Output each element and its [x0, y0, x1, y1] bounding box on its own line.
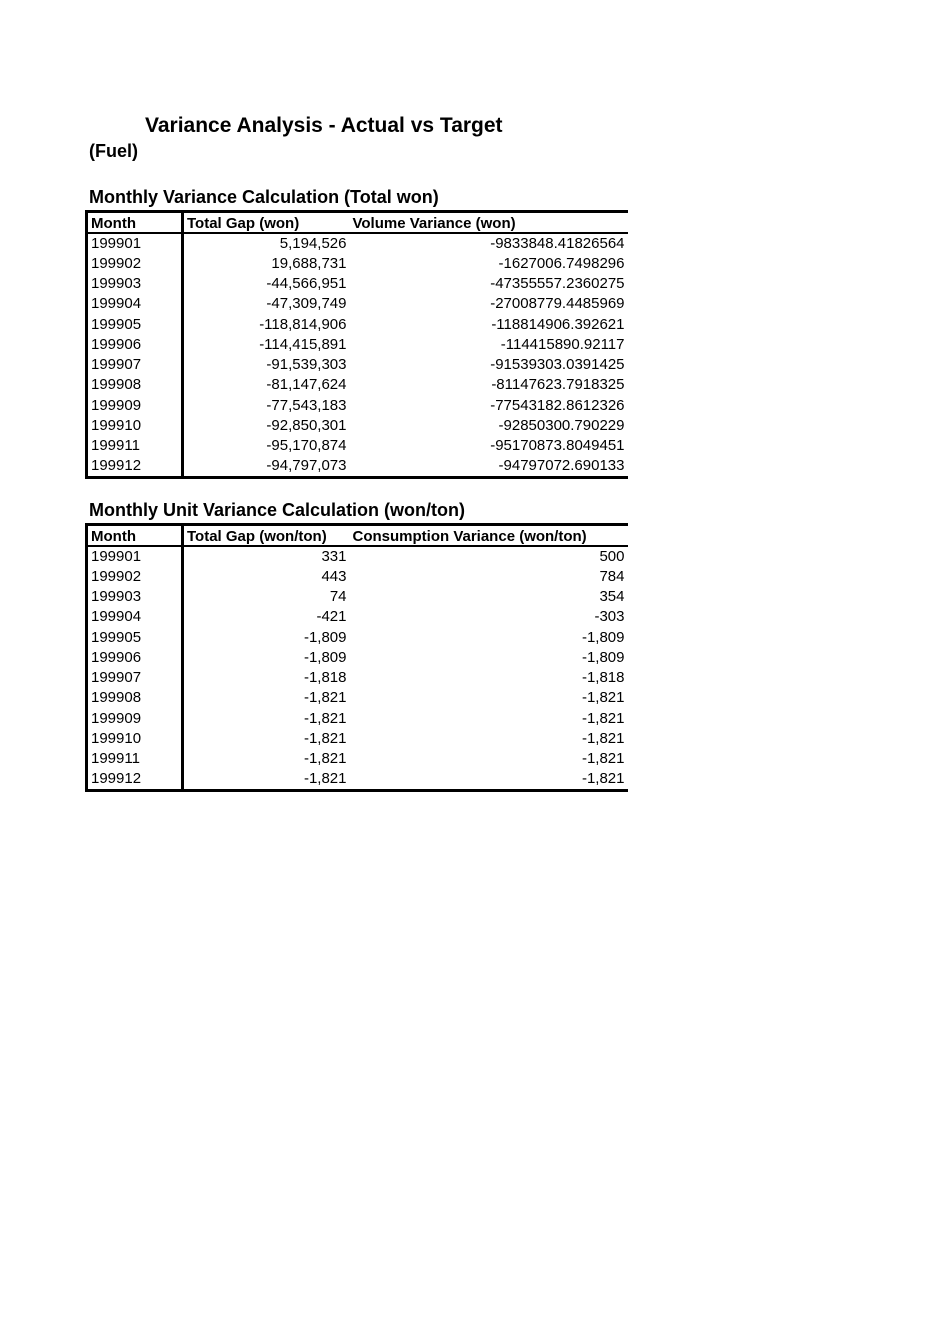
cell-variance: -303 — [594, 608, 625, 626]
cell-total-gap: -118,814,906 — [259, 315, 347, 333]
cell-total-gap: -1,821 — [303, 689, 347, 707]
cell-variance: -1,821 — [581, 730, 625, 748]
table-row — [87, 436, 628, 456]
cell-variance: 354 — [599, 587, 625, 605]
cell-month: 199907 — [87, 355, 183, 375]
table-row — [87, 587, 628, 607]
cell-month: 199907 — [87, 668, 183, 688]
cell-total-gap: -1,821 — [183, 769, 350, 791]
cell-month: 199909 — [87, 709, 183, 729]
table-row — [87, 749, 628, 769]
page-title: Variance Analysis - Actual vs Target — [145, 114, 503, 137]
cell-total-gap: 19,688,731 — [271, 254, 347, 272]
cell-variance: -1,809 — [581, 628, 625, 646]
cell-total-gap: -1,818 — [303, 669, 347, 687]
cell-total-gap: 5,194,526 — [279, 234, 347, 252]
cell-variance: -1,821 — [581, 750, 625, 768]
table-row — [87, 254, 628, 274]
table-row — [87, 456, 628, 478]
cell-variance: -94797072.690133 — [350, 456, 628, 478]
table-row — [87, 314, 628, 334]
cell-total-gap: -95,170,874 — [266, 437, 347, 455]
cell-total-gap: -114,415,891 — [259, 335, 347, 353]
cell-variance: -1,821 — [581, 709, 625, 727]
cell-variance: -1,821 — [350, 769, 628, 791]
column-header-total-gap: Total Gap (won/ton) — [183, 525, 350, 546]
cell-variance: -118814906.392621 — [491, 315, 625, 333]
cell-month: 199906 — [87, 648, 183, 668]
cell-variance: 784 — [599, 567, 625, 585]
cell-month: 199904 — [87, 294, 183, 314]
table-row — [87, 668, 628, 688]
unit-variance-table — [85, 523, 628, 792]
table-row — [87, 335, 628, 355]
cell-month: 199911 — [87, 436, 183, 456]
table-row — [87, 396, 628, 416]
cell-total-gap: -421 — [316, 608, 347, 626]
cell-variance: -47355557.2360275 — [490, 274, 625, 292]
cell-total-gap: -47,309,749 — [266, 295, 347, 313]
cell-variance: 500 — [599, 547, 625, 565]
column-header-consumption-variance: Consumption Variance (won/ton) — [350, 525, 628, 546]
table-row — [87, 648, 628, 668]
cell-variance: -91539303.0391425 — [490, 356, 625, 374]
cell-total-gap: -91,539,303 — [266, 356, 347, 374]
page-subtitle: (Fuel) — [89, 141, 138, 161]
cell-total-gap: 74 — [329, 587, 347, 605]
cell-variance: -9833848.41826564 — [490, 234, 625, 252]
column-header-month: Month — [87, 525, 183, 546]
cell-variance: -95170873.8049451 — [490, 437, 625, 455]
cell-month: 199908 — [87, 375, 183, 395]
cell-variance: -92850300.790229 — [498, 417, 625, 435]
unit-variance-heading: Monthly Unit Variance Calculation (won/ton) — [89, 500, 466, 520]
table-row — [87, 769, 628, 791]
total-variance-heading: Monthly Variance Calculation (Total won) — [89, 187, 439, 207]
cell-month: 199911 — [87, 749, 183, 769]
table-row — [87, 709, 628, 729]
cell-total-gap: -44,566,951 — [266, 274, 347, 292]
table-row — [87, 355, 628, 375]
cell-variance: -1,821 — [581, 689, 625, 707]
cell-total-gap: -1,821 — [303, 730, 347, 748]
cell-month: 199905 — [87, 627, 183, 647]
cell-total-gap: 443 — [321, 567, 347, 585]
column-header-total-gap: Total Gap (won) — [183, 212, 350, 233]
cell-total-gap: -94,797,073 — [183, 456, 350, 478]
cell-variance: -1627006.7498296 — [498, 254, 625, 272]
cell-variance: -1,818 — [581, 669, 625, 687]
cell-total-gap: -92,850,301 — [266, 417, 347, 435]
cell-month: 199906 — [87, 335, 183, 355]
total-variance-table — [85, 210, 628, 479]
cell-total-gap: -1,821 — [303, 750, 347, 768]
cell-variance: -114415890.92117 — [500, 335, 625, 353]
table-row — [87, 546, 628, 567]
column-header-month: Month — [87, 212, 183, 233]
table-row — [87, 274, 628, 294]
cell-month: 199901 — [87, 233, 183, 254]
cell-total-gap: 331 — [321, 547, 347, 565]
table-header-row — [87, 525, 628, 546]
table-row — [87, 416, 628, 436]
cell-variance: -77543182.8612326 — [490, 396, 625, 414]
cell-total-gap: -1,809 — [303, 628, 347, 646]
table-row — [87, 375, 628, 395]
cell-variance: -81147623.7918325 — [491, 376, 625, 394]
cell-month: 199902 — [87, 567, 183, 587]
table-row — [87, 627, 628, 647]
table-row — [87, 607, 628, 627]
cell-month: 199905 — [87, 314, 183, 334]
cell-month: 199910 — [87, 729, 183, 749]
cell-month: 199904 — [87, 607, 183, 627]
cell-month: 199902 — [87, 254, 183, 274]
cell-month: 199910 — [87, 416, 183, 436]
column-header-volume-variance: Volume Variance (won) — [350, 212, 628, 233]
table-row — [87, 688, 628, 708]
cell-total-gap: -1,809 — [303, 648, 347, 666]
cell-month: 199909 — [87, 396, 183, 416]
cell-month: 199903 — [87, 274, 183, 294]
table-row — [87, 233, 628, 254]
cell-month: 199912 — [87, 769, 183, 791]
table-row — [87, 729, 628, 749]
cell-variance: -27008779.4485969 — [490, 295, 625, 313]
cell-variance: -1,809 — [581, 648, 625, 666]
cell-month: 199901 — [87, 546, 183, 567]
cell-total-gap: -81,147,624 — [266, 376, 347, 394]
table-row — [87, 294, 628, 314]
cell-total-gap: -1,821 — [303, 709, 347, 727]
cell-total-gap: -77,543,183 — [266, 396, 347, 414]
table-header-row — [87, 212, 628, 233]
cell-month: 199903 — [87, 587, 183, 607]
cell-month: 199912 — [87, 456, 183, 478]
table-row — [87, 567, 628, 587]
cell-month: 199908 — [87, 688, 183, 708]
